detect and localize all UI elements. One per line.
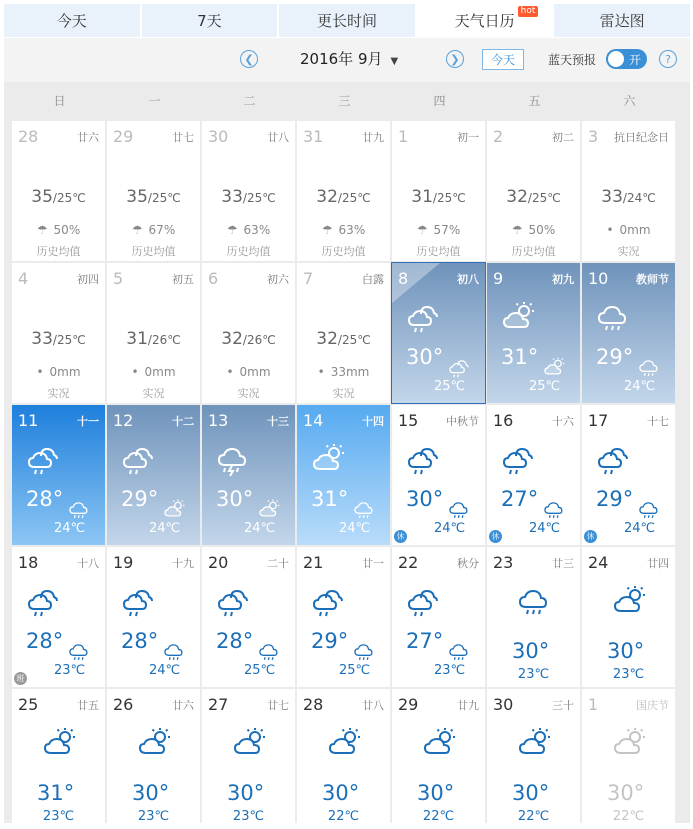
weekday-label: 三 (338, 94, 351, 108)
day-number: 7 (303, 269, 314, 288)
day-number: 20 (208, 553, 229, 572)
day-number: 8 (398, 269, 409, 288)
precipitation-value: 0mm (619, 223, 651, 237)
low-temp: /26℃ (147, 333, 181, 347)
calendar-day[interactable] (487, 547, 580, 687)
calendar-day[interactable] (487, 121, 580, 261)
low-temp: 23℃ (137, 809, 170, 824)
day-number: 3 (588, 127, 599, 146)
calendar-day[interactable] (392, 405, 485, 545)
high-temp: 30° (216, 487, 254, 511)
high-temp: 33 (601, 187, 623, 207)
partly-cloudy-icon (42, 727, 76, 765)
partly-cloudy-icon (517, 727, 551, 765)
calendar-day[interactable] (487, 689, 580, 829)
high-temp: 28° (121, 629, 159, 653)
high-temp: 32 (316, 187, 338, 207)
tab-weather-calendar[interactable] (417, 4, 553, 37)
precipitation (297, 365, 390, 379)
high-temp: 30° (227, 781, 265, 805)
precipitation (582, 223, 675, 237)
lunar-date: 廿三 (552, 557, 574, 570)
calendar-day[interactable] (107, 689, 200, 829)
precipitation (487, 223, 580, 237)
lunar-date: 二十 (267, 557, 289, 570)
temperature-range (297, 187, 390, 207)
lunar-date: 白露 (362, 273, 384, 286)
day-number: 13 (208, 411, 229, 430)
low-temp: 22℃ (612, 809, 645, 824)
umbrella-icon: ☂ (321, 223, 333, 237)
raindrop-icon: • (317, 365, 325, 379)
weekday-label: 二 (243, 94, 256, 108)
high-temp: 31 (126, 329, 148, 349)
calendar-day[interactable] (107, 547, 200, 687)
high-temp: 32 (506, 187, 528, 207)
bluesky-forecast-label: 蓝天预报 (548, 53, 597, 67)
toggle-text: 开 (628, 53, 641, 67)
high-temp: 30° (512, 781, 550, 805)
high-temp: 31 (411, 187, 433, 207)
temperature-range (297, 329, 390, 349)
calendar-day[interactable] (202, 405, 295, 545)
temperature-range (202, 187, 295, 207)
lunar-date: 十九 (172, 557, 194, 570)
precipitation (392, 223, 485, 237)
precipitation (202, 365, 295, 379)
high-temp: 30° (406, 487, 444, 511)
month-selector[interactable] (300, 48, 398, 69)
high-temp: 28° (26, 629, 64, 653)
high-temp: 30° (406, 345, 444, 369)
calendar-day[interactable] (297, 547, 390, 687)
temperature-range (107, 329, 200, 349)
lunar-date: 教师节 (636, 273, 669, 286)
calendar-toolbar (4, 38, 690, 82)
high-temp: 30° (607, 639, 645, 663)
high-temp: 30° (132, 781, 170, 805)
day-number: 27 (208, 695, 229, 714)
high-temp: 29° (596, 345, 634, 369)
lunar-date: 初八 (457, 273, 479, 286)
temperature-range (487, 187, 580, 207)
umbrella-icon: ☂ (131, 223, 143, 237)
weekday-label: 一 (148, 94, 161, 108)
low-temp: 25℃ (339, 663, 371, 678)
shower-icon (406, 443, 440, 481)
precipitation (107, 223, 200, 237)
data-source: 实况 (617, 245, 640, 258)
high-temp: 32 (316, 329, 338, 349)
tab-7-days[interactable]: 7天 (142, 4, 278, 37)
high-temp: 31° (37, 781, 75, 805)
high-temp: 32 (221, 329, 243, 349)
lunar-date: 初五 (172, 273, 194, 286)
day-number: 29 (398, 695, 419, 714)
partly-cloudy-icon (612, 585, 646, 623)
precipitation (12, 365, 105, 379)
calendar-day[interactable] (392, 547, 485, 687)
low-temp: /25℃ (52, 191, 86, 205)
day-number: 29 (113, 127, 134, 146)
partly-cloudy-icon (232, 727, 266, 765)
day-number: 1 (588, 695, 599, 714)
temperature-range (202, 329, 295, 349)
lunar-date: 十二 (172, 415, 194, 428)
help-icon[interactable]: ? (659, 50, 677, 68)
calendar-day[interactable] (487, 263, 580, 403)
day-number: 15 (398, 411, 419, 430)
umbrella-icon: ☂ (36, 223, 48, 237)
tab-bar (4, 4, 690, 37)
day-number: 10 (588, 269, 609, 288)
day-number: 11 (18, 411, 39, 430)
day-number: 21 (303, 553, 324, 572)
lunar-date: 廿四 (647, 557, 669, 570)
holiday-badge: 休 (394, 530, 407, 543)
day-number: 14 (303, 411, 324, 430)
low-temp: 22℃ (327, 809, 360, 824)
high-temp: 33 (31, 329, 53, 349)
lunar-date: 十一 (77, 415, 99, 428)
toggle-knob (608, 51, 624, 67)
partly-cloudy-icon (311, 443, 345, 481)
calendar-day[interactable] (107, 405, 200, 545)
precipitation-value: 33mm (330, 365, 370, 379)
chevron-right-icon[interactable]: ❯ (446, 50, 464, 68)
low-temp: /25℃ (242, 191, 276, 205)
calendar-day[interactable] (582, 263, 675, 403)
calendar-day[interactable] (12, 121, 105, 261)
thunderstorm-icon (216, 443, 250, 481)
day-number: 24 (588, 553, 609, 572)
shower-icon (26, 585, 60, 623)
high-temp: 31° (501, 345, 539, 369)
precipitation-value: 0mm (49, 365, 81, 379)
high-temp: 31° (311, 487, 349, 511)
day-number: 22 (398, 553, 419, 572)
tab-weather-calendar-label: 天气日历 (454, 12, 515, 30)
calendar-day[interactable] (487, 405, 580, 545)
calendar-day[interactable] (202, 689, 295, 829)
calendar-day[interactable] (202, 263, 295, 403)
lunar-date: 抗日纪念日 (614, 131, 669, 144)
data-source: 实况 (47, 387, 70, 400)
partly-cloudy-icon (501, 301, 535, 339)
calendar-day[interactable] (12, 547, 105, 687)
calendar-day[interactable] (107, 121, 200, 261)
high-temp: 27° (501, 487, 539, 511)
lunar-date: 十三 (267, 415, 289, 428)
day-number: 31 (303, 127, 324, 146)
low-temp: /25℃ (432, 191, 466, 205)
high-temp: 35 (126, 187, 148, 207)
lunar-date: 廿六 (172, 699, 194, 712)
raindrop-icon: • (226, 365, 234, 379)
lunar-date: 十八 (77, 557, 99, 570)
temperature-range (107, 187, 200, 207)
shower-icon (121, 585, 155, 623)
shower-icon (26, 443, 60, 481)
calendar-day[interactable] (12, 263, 105, 403)
lunar-date: 中秋节 (446, 415, 479, 428)
partly-cloudy-icon (327, 727, 361, 765)
data-source: 历史均值 (226, 245, 271, 258)
shower-icon (596, 443, 630, 481)
calendar-day[interactable] (582, 689, 675, 829)
high-temp: 30° (417, 781, 455, 805)
day-number: 16 (493, 411, 514, 430)
day-number: 6 (208, 269, 219, 288)
lunar-date: 初一 (457, 131, 479, 144)
raindrop-icon: • (36, 365, 44, 379)
calendar-day[interactable] (202, 121, 295, 261)
calendar-day[interactable] (297, 689, 390, 829)
low-temp: /25℃ (337, 191, 371, 205)
data-source: 历史均值 (511, 245, 556, 258)
day-number: 12 (113, 411, 134, 430)
lunar-date: 初四 (77, 273, 99, 286)
lunar-date: 十六 (552, 415, 574, 428)
day-number: 9 (493, 269, 504, 288)
calendar-day[interactable] (12, 689, 105, 829)
weekday-label: 四 (433, 94, 446, 108)
day-number: 4 (18, 269, 29, 288)
today-button[interactable]: 今天 (482, 49, 524, 70)
data-source: 历史均值 (321, 245, 366, 258)
holiday-badge: 休 (584, 530, 597, 543)
low-temp: 24℃ (149, 663, 181, 678)
precipitation (107, 365, 200, 379)
raindrop-icon: • (131, 365, 139, 379)
lunar-date: 廿五 (77, 699, 99, 712)
day-number: 17 (588, 411, 609, 430)
holiday-badge: 休 (489, 530, 502, 543)
low-temp: 24℃ (149, 521, 181, 536)
low-temp: 24℃ (434, 521, 466, 536)
lunar-date: 廿七 (267, 699, 289, 712)
precipitation-value: 50% (53, 223, 81, 237)
calendar-day[interactable] (297, 121, 390, 261)
chevron-left-icon[interactable]: ❮ (240, 50, 258, 68)
partly-cloudy-icon (422, 727, 456, 765)
low-temp: 24℃ (624, 521, 656, 536)
holiday-badge: 班 (14, 672, 27, 685)
lunar-date: 国庆节 (636, 699, 669, 712)
low-temp: 25℃ (529, 379, 561, 394)
calendar-day[interactable] (392, 121, 485, 261)
day-number: 30 (208, 127, 229, 146)
caret-down-icon: ▼ (390, 56, 399, 67)
lunar-date: 廿七 (172, 131, 194, 144)
shower-icon (406, 301, 440, 339)
high-temp: 29° (311, 629, 349, 653)
low-temp: 23℃ (42, 809, 75, 824)
shower-icon (121, 443, 155, 481)
calendar-day[interactable] (12, 405, 105, 545)
calendar-day[interactable] (202, 547, 295, 687)
tab-today[interactable]: 今天 (4, 4, 140, 37)
lunar-date: 十四 (362, 415, 384, 428)
lunar-date: 初二 (552, 131, 574, 144)
shower-icon (406, 585, 440, 623)
data-source: 历史均值 (416, 245, 461, 258)
data-source: 实况 (142, 387, 165, 400)
temperature-range (12, 329, 105, 349)
low-temp: /25℃ (527, 191, 561, 205)
precipitation-value: 63% (338, 223, 366, 237)
bluesky-toggle[interactable] (606, 49, 647, 69)
low-temp: 22℃ (422, 809, 455, 824)
lunar-date: 廿一 (362, 557, 384, 570)
umbrella-icon: ☂ (416, 223, 428, 237)
lunar-date: 初六 (267, 273, 289, 286)
calendar-day[interactable] (392, 263, 485, 403)
calendar-day[interactable] (107, 263, 200, 403)
precipitation (202, 223, 295, 237)
day-number: 30 (493, 695, 514, 714)
low-temp: 23℃ (434, 663, 466, 678)
temperature-range (12, 187, 105, 207)
calendar-day[interactable] (297, 263, 390, 403)
low-temp: /25℃ (147, 191, 181, 205)
lunar-date: 廿九 (457, 699, 479, 712)
calendar-day[interactable] (297, 405, 390, 545)
day-number: 5 (113, 269, 124, 288)
calendar-day[interactable] (582, 121, 675, 261)
low-temp: 25℃ (434, 379, 466, 394)
weekday-label: 五 (528, 94, 541, 108)
lunar-date: 廿六 (77, 131, 99, 144)
shower-icon (216, 585, 250, 623)
low-temp: 25℃ (244, 663, 276, 678)
lunar-date: 廿八 (362, 699, 384, 712)
low-temp: /25℃ (337, 333, 371, 347)
precipitation (12, 223, 105, 237)
lunar-date: 廿八 (267, 131, 289, 144)
month-label: 2016年 9月 (300, 50, 383, 68)
precipitation (297, 223, 390, 237)
precipitation-value: 63% (243, 223, 271, 237)
day-number: 28 (18, 127, 39, 146)
low-temp: /25℃ (52, 333, 86, 347)
low-temp: 23℃ (612, 667, 645, 682)
calendar-day[interactable] (582, 405, 675, 545)
low-temp: 24℃ (244, 521, 276, 536)
data-source: 实况 (332, 387, 355, 400)
temperature-range (392, 187, 485, 207)
low-temp: 22℃ (517, 809, 550, 824)
rain-icon (596, 301, 630, 339)
partly-cloudy-icon (612, 727, 646, 765)
lunar-date: 廿九 (362, 131, 384, 144)
low-temp: 24℃ (339, 521, 371, 536)
low-temp: 23℃ (517, 667, 550, 682)
lunar-date: 初九 (552, 273, 574, 286)
low-temp: 24℃ (624, 379, 656, 394)
day-number: 25 (18, 695, 39, 714)
high-temp: 29° (596, 487, 634, 511)
raindrop-icon: • (606, 223, 614, 237)
tab-longer[interactable]: 更长时间 (279, 4, 415, 37)
temperature-range (582, 187, 675, 207)
lunar-date: 秋分 (457, 557, 479, 570)
umbrella-icon: ☂ (226, 223, 238, 237)
high-temp: 27° (406, 629, 444, 653)
low-temp: /24℃ (622, 191, 656, 205)
high-temp: 28° (216, 629, 254, 653)
low-temp: 23℃ (54, 663, 86, 678)
day-number: 18 (18, 553, 39, 572)
lunar-date: 十七 (647, 415, 669, 428)
data-source: 实况 (237, 387, 260, 400)
hot-badge: hot (518, 6, 539, 17)
calendar-day[interactable] (392, 689, 485, 829)
weekday-label: 六 (623, 94, 636, 108)
precipitation-value: 67% (148, 223, 176, 237)
precipitation-value: 0mm (144, 365, 176, 379)
low-temp: 24℃ (529, 521, 561, 536)
shower-icon (501, 443, 535, 481)
low-temp: 23℃ (232, 809, 265, 824)
high-temp: 28° (26, 487, 64, 511)
day-number: 1 (398, 127, 409, 146)
data-source: 历史均值 (36, 245, 81, 258)
high-temp: 30° (322, 781, 360, 805)
lunar-date: 三十 (552, 699, 574, 712)
high-temp: 35 (31, 187, 53, 207)
high-temp: 30° (512, 639, 550, 663)
high-temp: 29° (121, 487, 159, 511)
high-temp: 33 (221, 187, 243, 207)
day-number: 19 (113, 553, 134, 572)
weekday-label: 日 (53, 94, 66, 108)
low-temp: 24℃ (54, 521, 86, 536)
rain-icon (517, 585, 551, 623)
high-temp: 30° (607, 781, 645, 805)
precipitation-value: 0mm (239, 365, 271, 379)
partly-cloudy-icon (137, 727, 171, 765)
day-number: 23 (493, 553, 514, 572)
umbrella-icon: ☂ (511, 223, 523, 237)
low-temp: /26℃ (242, 333, 276, 347)
tab-radar[interactable]: 雷达图 (554, 4, 690, 37)
calendar-day[interactable] (582, 547, 675, 687)
day-number: 2 (493, 127, 504, 146)
weekday-header (12, 92, 677, 109)
day-number: 28 (303, 695, 324, 714)
precipitation-value: 50% (528, 223, 556, 237)
data-source: 历史均值 (131, 245, 176, 258)
shower-icon (311, 585, 345, 623)
precipitation-value: 57% (433, 223, 461, 237)
day-number: 26 (113, 695, 134, 714)
